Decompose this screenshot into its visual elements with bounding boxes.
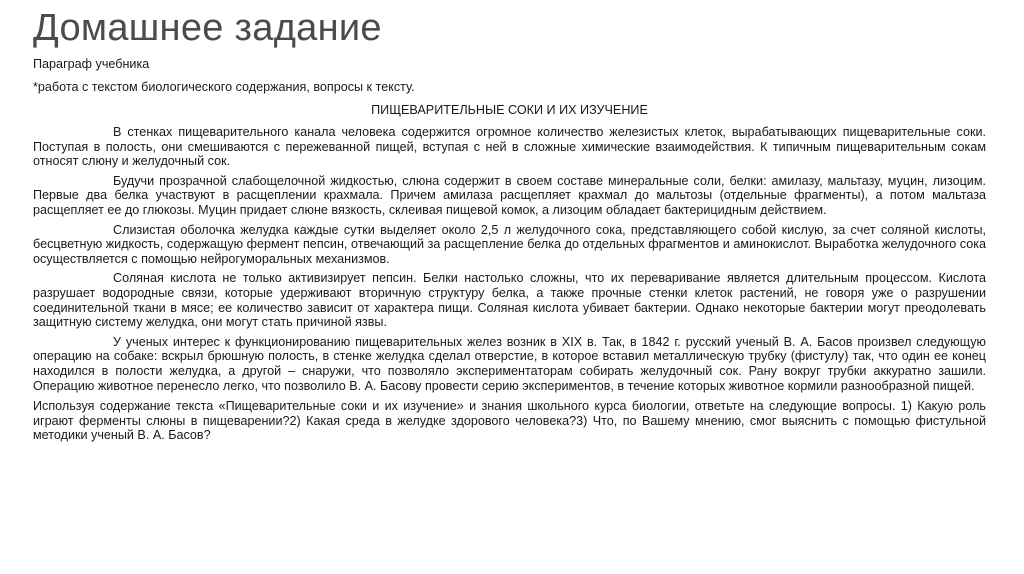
text-paragraph-2: Будучи прозрачной слабощелочной жидкостью, слюна содержит в своем составе минеральные соли, белки: амилазу, мальтазу, муцин, лизоцим. Первые два белка участвуют в расщеплении крахмала. Причем амилаза расщепляет крахмал до мальтозы (отдельные фрагменты), а потом мальтаза расщепляет ее до глюкозы. Муцин придает слюне вязкость, склеивая пищевой комок, а лизоцим обладает бактерицидным действием.: [33, 173, 986, 217]
paragraph-label: Параграф учебника: [33, 57, 150, 71]
text-paragraph-3: Слизистая оболочка желудка каждые сутки выделяет около 2,5 л желудочного сока, представляющего собой кислую, за счет соляной кислоты, бесцветную жидкость, содержащую фермент пепсин, отвечающий за расщепление белка до отдельных фрагментов и аминокислот. Выработка желудочного сока осуществляется с помощью нейрогуморальных механизмов.: [33, 222, 986, 266]
slide-title: Домашнее задание: [33, 7, 382, 49]
questions-text: Используя содержание текста «Пищеварительные соки и их изучение» и знания школьного курса биологии, ответьте на следующие вопросы. 1) Какую роль играют ферменты слюны в пищеварении?2) Какая среда в желудке здорового человека?3) Что, по Вашему мнению, смог выяснить с помощью фистульной методики ученый В. А. Басов?: [33, 399, 986, 443]
text-paragraph-5: У ученых интерес к функционированию пищеварительных желез возник в XIX в. Так, в 1842 г. русский ученый В. А. Басов произвел следующую операцию на собаке: вскрыл брюшную полость, в стенке желудка сделал отверстие, в которое вставил металлическую трубку (фистулу) так, что один ее конец находился в полости желудка, а другой – снаружи, что позволяло экспериментаторам собирать желудочный сок. Рану вокруг трубки аккуратно зашили. Операцию животное перенесло легко, что позволило В. А. Басову провести серию экспериментов, в течение которых животное кормили разнообразной пищей.: [33, 334, 986, 393]
text-paragraph-1: В стенках пищеварительного канала человека содержится огромное количество железистых клеток, вырабатывающих пищеварительные соки. Поступая в полость, они смешиваются с пережеванной пищей, вступая с ней в сложные химические взаимодействия. К типичным пищеварительным сокам относят слюну и желудочный сок.: [33, 125, 986, 169]
task-label: *работа с текстом биологического содержания, вопросы к тексту.: [33, 80, 415, 94]
text-paragraph-4: Соляная кислота не только активизирует пепсин. Белки настолько сложны, что их переваривание является длительным процессом. Кислота разрушает водородные связи, которые удерживают вторичную структуру белка, а также прочные стенки клеток растений, не говоря уже о разрушении соединительной ткани в мясе; ее количество зависит от характера пищи. Соляная кислота убивает бактерии. Однако некоторые бактерии могут преодолевать защитную систему желудка, они могут стать причиной язвы.: [33, 271, 986, 330]
text-heading: ПИЩЕВАРИТЕЛЬНЫЕ СОКИ И ИХ ИЗУЧЕНИЕ: [371, 103, 648, 117]
